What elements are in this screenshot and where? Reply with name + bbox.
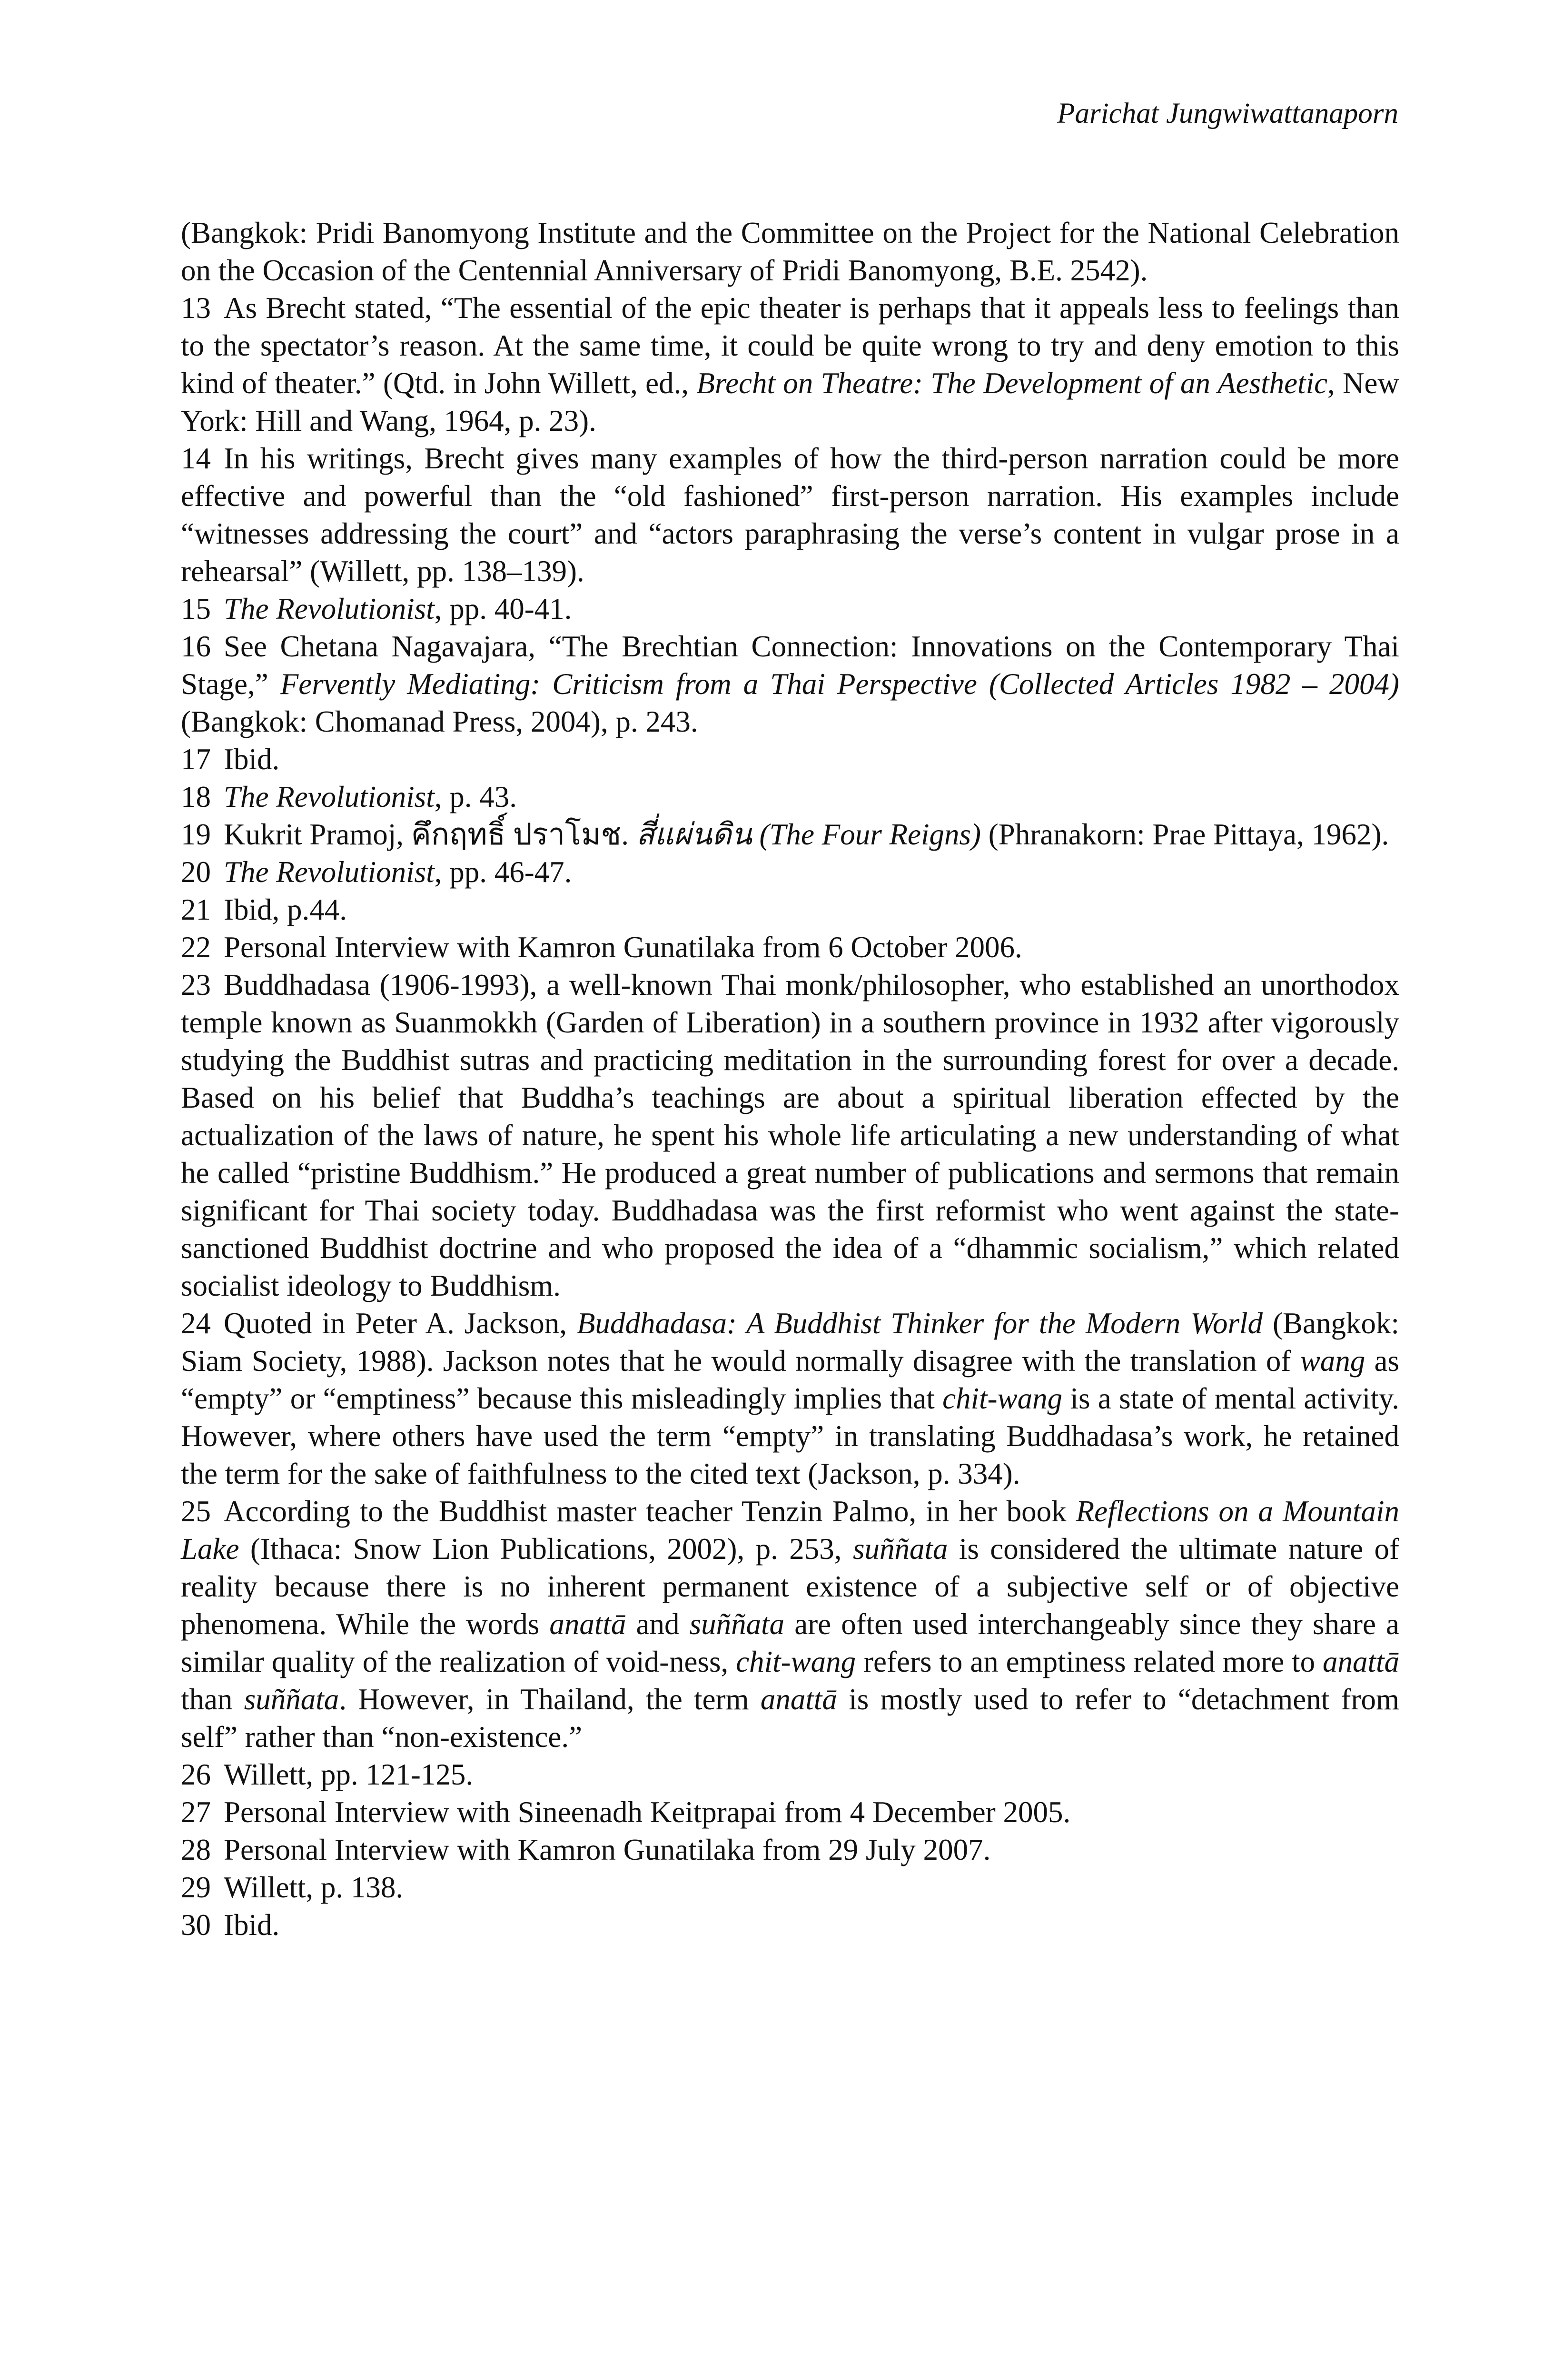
book-title: Buddhadasa: A Buddhist Thinker for the Modern World <box>577 1307 1263 1340</box>
term: wang <box>1300 1344 1365 1378</box>
endnote-16: 16 See Chetana Nagavajara, “The Brechtian Connection: Innovations on the Contemporary Thai Stage,” Fervently Mediating: Criticism from a Thai Perspective (Collected Articles 1982 – 2004) (Bangkok: Chomanad Press, 2004), p. 243. <box>181 628 1399 741</box>
endnote-29: 29 Willett, p. 138. <box>181 1869 1399 1906</box>
note-number: 15 <box>181 592 211 625</box>
term: suññata <box>852 1532 948 1566</box>
term: anattā <box>760 1683 837 1716</box>
endnote-20: 20 The Revolutionist, pp. 46-47. <box>181 853 1399 891</box>
endnote-26: 26 Willett, pp. 121-125. <box>181 1756 1399 1794</box>
note-number: 17 <box>181 743 211 776</box>
term: suññata <box>244 1683 339 1716</box>
note-number: 26 <box>181 1758 211 1791</box>
note-number: 16 <box>181 630 211 663</box>
endnote-13: 13 As Brecht stated, “The essential of the epic theater is perhaps that it appeals less to feelings than to the spectator’s reason. At the same time, it could be quite wrong to try and deny emotion to this kind of theater.” (Qtd. in John Willett, ed., Brecht on Theatre: The Development of an Aesthetic, New York: Hill and Wang, 1964, p. 23). <box>181 289 1399 440</box>
note-number: 13 <box>181 291 211 325</box>
running-header-author: Parichat Jungwiwattanaporn <box>1057 98 1398 129</box>
book-title: The Revolutionist <box>224 780 435 813</box>
note-number: 27 <box>181 1795 211 1829</box>
note-number: 28 <box>181 1833 211 1866</box>
term: suññata <box>689 1607 785 1641</box>
endnote-28: 28 Personal Interview with Kamron Gunatilaka from 29 July 2007. <box>181 1831 1399 1869</box>
note-number: 21 <box>181 893 211 926</box>
note-number: 23 <box>181 968 211 1002</box>
note-number: 22 <box>181 931 211 964</box>
endnote-23: 23 Buddhadasa (1906-1993), a well-known Thai monk/philosopher, who established an unorthodox temple known as Suanmokkh (Garden of Liberation) in a southern province in 1932 after vigorously studying the Buddhist sutras and practicing meditation in the surrounding forest for over a decade. Based on his belief that Buddha’s teachings are about a spiritual liberation effected by the actualization of the laws of nature, he spent his whole life articulating a new understanding of what he called “pristine Buddhism.” He produced a great number of publications and sermons that remain significant for Thai society today. Buddhadasa was the first reformist who went against the state-sanctioned Buddhist doctrine and who proposed the idea of a “dhammic socialism,” which related socialist ideology to Buddhism. <box>181 966 1399 1305</box>
endnote-22: 22 Personal Interview with Kamron Gunatilaka from 6 October 2006. <box>181 929 1399 966</box>
endnotes-list <box>181 214 1399 1944</box>
term: chit-wang <box>736 1645 856 1678</box>
book-title: Fervently Mediating: Criticism from a Thai Perspective (Collected Articles 1982 – 2004) <box>280 667 1400 701</box>
note-number: 30 <box>181 1908 211 1942</box>
note-number: 20 <box>181 855 211 889</box>
book-title: The Revolutionist <box>224 855 435 889</box>
note-number: 25 <box>181 1495 211 1528</box>
book-title: The Revolutionist <box>224 592 435 625</box>
endnote-18: 18 The Revolutionist, p. 43. <box>181 778 1399 816</box>
endnote-27: 27 Personal Interview with Sineenadh Keitprapai from 4 December 2005. <box>181 1794 1399 1831</box>
note-number: 29 <box>181 1871 211 1904</box>
endnote-12-continuation: (Bangkok: Pridi Banomyong Institute and the Committee on the Project for the National Celebration on the Occasion of the Centennial Anniversary of Pridi Banomyong, B.E. 2542). <box>181 216 1399 287</box>
endnote-19: 19 Kukrit Pramoj, คึกฤทธิ์ ปราโมช. สี่แผ่นดิน (The Four Reigns) (Phranakorn: Prae Pittaya, 1962). <box>181 816 1399 853</box>
book-title: (The Four Reigns) <box>759 818 981 851</box>
endnote-14: 14 In his writings, Brecht gives many examples of how the third-person narration could be more effective and powerful than the “old fashioned” first-person narration. His examples include “witnesses addressing the court” and “actors paraphrasing the verse’s content in vulgar prose in a rehearsal” (Willett, pp. 138–139). <box>181 440 1399 590</box>
endnote-30: 30 Ibid. <box>181 1906 1399 1944</box>
endnote-24: 24 Quoted in Peter A. Jackson, Buddhadasa: A Buddhist Thinker for the Modern World (Bangkok: Siam Society, 1988). Jackson notes that he would normally disagree with the translation of wang as “empty” or “emptiness” because this misleadingly implies that chit-wang is a state of mental activity. However, where others have used the term “empty” in translating Buddhadasa’s work, he retained the term for the sake of faithfulness to the cited text (Jackson, p. 334). <box>181 1305 1399 1493</box>
endnote-21: 21 Ibid, p.44. <box>181 891 1399 929</box>
endnote-25: 25 According to the Buddhist master teacher Tenzin Palmo, in her book Reflections on a Mountain Lake (Ithaca: Snow Lion Publications, 2002), p. 253, suññata is considered the ultimate nature of reality because there is no inherent permanent existence of a subjective self or of objective phenomena. While the words anattā and suññata are often used interchangeably since they share a similar quality of the realization of void-ness, chit-wang refers to an emptiness related more to anattā than suññata. However, in Thailand, the term anattā is mostly used to refer to “detachment from self” rather than “non-existence.” <box>181 1493 1399 1756</box>
term: anattā <box>549 1607 626 1641</box>
endnote-17: 17 Ibid. <box>181 741 1399 778</box>
note-number: 14 <box>181 442 211 475</box>
term: chit-wang <box>942 1382 1063 1415</box>
note-number: 24 <box>181 1307 211 1340</box>
term: anattā <box>1322 1645 1399 1678</box>
note-number: 19 <box>181 818 211 851</box>
thai-book-title: สี่แผ่นดิน <box>636 818 752 851</box>
thai-author-name: คึกฤทธิ์ ปราโมช. <box>411 818 629 851</box>
book-title: Brecht on Theatre: The Development of an Aesthetic <box>696 367 1328 400</box>
note-number: 18 <box>181 780 211 813</box>
book-title: Reflections on a Mountain Lake <box>181 1495 1399 1566</box>
endnote-15: 15 The Revolutionist, pp. 40-41. <box>181 590 1399 628</box>
